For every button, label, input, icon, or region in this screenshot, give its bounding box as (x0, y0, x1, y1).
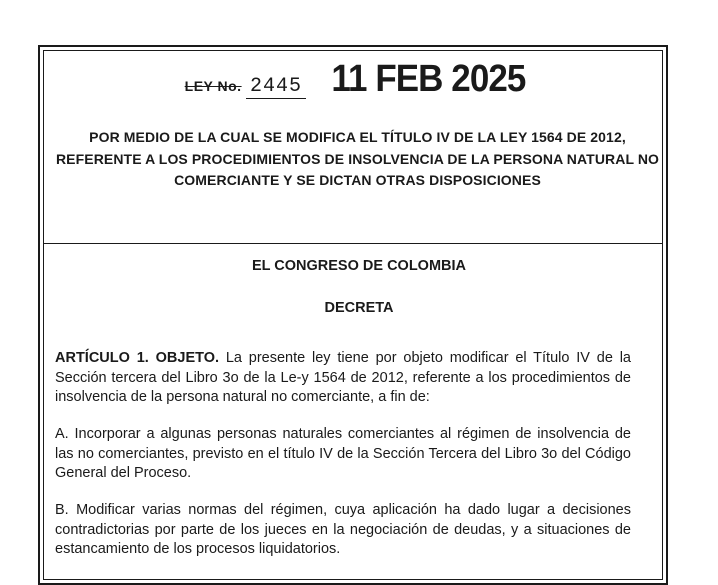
law-identifier (0, 58, 718, 101)
item-b-paragraph: B. Modificar varias normas del régimen, cuya aplicación ha dado lugar a decisiones contradictorias por parte de los jueces en la negociación de deudas, y a situaciones de estancamiento de los procesos liquidatorios. (55, 502, 631, 557)
decree-heading: DECRETA (324, 300, 394, 316)
item-a-paragraph: A. Incorporar a algunas personas naturales comerciantes al régimen de insolvencia de las no comerciantes, previsto en el título IV de la Sección Tercera del Libro 3o del Código General del Proceso. (55, 426, 631, 481)
article-1-text: La presente ley tiene por objeto modificar el Título IV de la Sección tercera del Libro 3o de la Le-y 1564 de 2012, referente a los procedimientos de insolvencia de la persona natural no comerciante, a fin de: (55, 350, 631, 405)
issuer-heading: EL CONGRESO DE COLOMBIA (251, 258, 467, 274)
law-prefix: LEY No. (184, 78, 242, 94)
article-1-paragraph (55, 349, 631, 408)
law-number: 2445 (246, 75, 306, 99)
article-1-heading: ARTÍCULO 1. OBJETO. (55, 350, 220, 366)
header-divider (43, 243, 663, 244)
law-title: POR MEDIO DE LA CUAL SE MODIFICA EL TÍTULO IV DE LA LEY 1564 DE 2012, REFERENTE A LOS PROCEDIMIENTOS DE INSOLVENCIA DE LA PERSONA NATURAL NO COMERCIANTE Y SE DICTAN OTRAS DISPOSICIONES (55, 129, 660, 188)
law-date-stamp: 11 FEB 2025 (330, 58, 525, 100)
